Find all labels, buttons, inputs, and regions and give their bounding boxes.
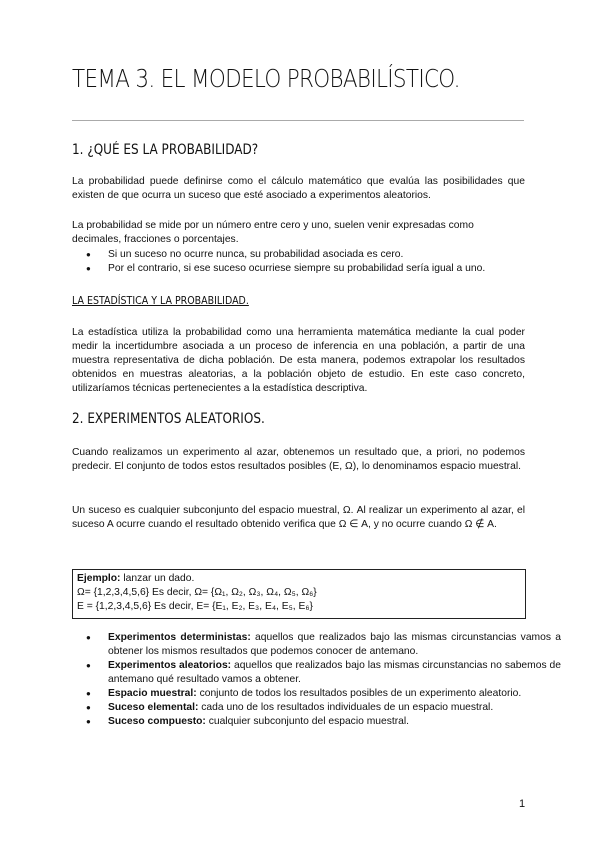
definition-item bbox=[108, 687, 561, 701]
term: Experimentos deterministas: bbox=[108, 632, 251, 643]
definition-item bbox=[108, 715, 561, 729]
term: Experimentos aleatorios: bbox=[108, 660, 232, 671]
page-number: 1 bbox=[519, 798, 526, 810]
definition: conjunto de todos los resultados posibles de un experimento aleatorio. bbox=[196, 688, 522, 699]
definition-item bbox=[108, 631, 561, 659]
definition: cualquier subconjunto del espacio muestral. bbox=[205, 716, 410, 727]
definition-item bbox=[108, 659, 561, 687]
paragraph: Cuando realizamos un experimento al azar, obtenemos un resultado que, a priori, no podemos predecir. El conjunto de todos estos resultados posibles (E, Ω), lo denominamos espacio muestral. bbox=[72, 447, 525, 472]
example-text: lanzar un dado. bbox=[120, 573, 195, 584]
term: Suceso compuesto: bbox=[108, 716, 206, 727]
page-title: TEMA 3. EL MODELO PROBABILÍSTICO. bbox=[72, 64, 460, 93]
paragraph: La probabilidad puede definirse como el cálculo matemático que evalúa las posibilidades que existen de que ocurra un suceso que esté asociado a experimentos aleatorios. bbox=[72, 176, 525, 201]
paragraph: La probabilidad se mide por un número entre cero y uno, suelen venir expresadas como decimales, fracciones o porcentajes. bbox=[72, 220, 474, 245]
paragraph: La estadística utiliza la probabilidad como una herramienta matemática mediante la cual poder medir la incertidumbre asociada a un proceso de inferencia en una población, a partir de una muestra representativa de dicha población. De esta manera, podemos extrapolar los resultados obtenidos en muestras aleatorias, a la población objeto de estudio. En este caso concreto, utilizaríamos técnicas pertenecientes a la estadística descriptiva. bbox=[72, 327, 525, 394]
paragraph: Un suceso es cualquier subconjunto del espacio muestral, Ω. Al realizar un experimento al azar, el suceso A ocurre cuando el resultado obtenido verifica que Ω ∈ A, y no ocurre cuando Ω ∉ A. bbox=[72, 505, 525, 530]
list-item: ● Si un suceso no ocurre nunca, su probabilidad asociada es cero. bbox=[108, 248, 561, 262]
definition: cada uno de los resultados individuales de un espacio muestral. bbox=[198, 702, 494, 713]
term: Espacio muestral: bbox=[108, 688, 197, 699]
bullet-list bbox=[72, 248, 561, 276]
section-heading-2: 2. EXPERIMENTOS ALEATORIOS. bbox=[72, 411, 265, 427]
term: Suceso elemental: bbox=[108, 702, 199, 713]
definition: aquellos que realizados bajo las mismas circunstancias vamos a obtener los mismos resultados que podemos conocer de antemano. bbox=[108, 632, 562, 657]
definition-item bbox=[108, 701, 561, 715]
example-line: E = {1,2,3,4,5,6} Es decir, E= {E₁, E₂, E₃, E₄, E₅, E₆} bbox=[77, 601, 313, 612]
example-line: Ω= {1,2,3,4,5,6} Es decir, Ω= {Ω₁, Ω₂, Ω₃, Ω₄, Ω₅, Ω₆} bbox=[77, 587, 317, 598]
example-label: Ejemplo: bbox=[77, 573, 121, 584]
example-box bbox=[72, 569, 526, 619]
definition-list bbox=[72, 631, 561, 729]
section-heading-1: 1. ¿QUÉ ES LA PROBABILIDAD? bbox=[72, 142, 259, 158]
subheading: LA ESTADÍSTICA Y LA PROBABILIDAD. bbox=[72, 294, 249, 307]
list-item: ● Por el contrario, si ese suceso ocurriese siempre su probabilidad sería igual a uno. bbox=[108, 262, 561, 276]
definition: aquellos que realizados bajo las mismas circunstancias no sabemos de antemano qué resultado vamos a obtener. bbox=[108, 660, 561, 685]
divider bbox=[72, 120, 524, 121]
